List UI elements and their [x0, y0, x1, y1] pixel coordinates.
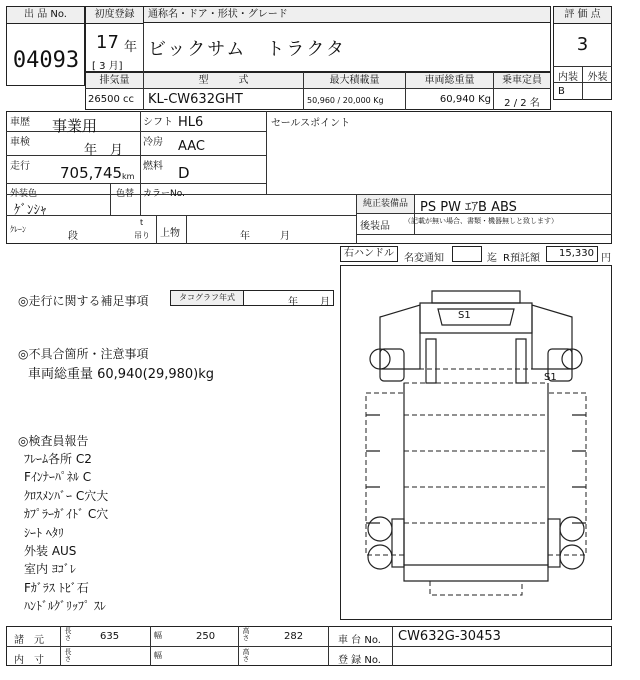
first-reg-month: [ 3 月]: [92, 61, 123, 72]
model-label: 型 式: [144, 73, 303, 88]
name-change-label: 名変通知: [404, 253, 444, 264]
fuel-label: 燃料: [143, 161, 163, 172]
crane-split: [156, 215, 157, 244]
aftermarket-label: 後装品: [360, 221, 390, 232]
yen-label: 円: [601, 253, 611, 264]
interior-grade: B: [558, 86, 565, 97]
wheel-circle-rl2: [368, 545, 392, 569]
length-label-inner: 長さ: [64, 648, 72, 662]
chassis-outline: [404, 383, 548, 565]
inspector-line: ｶﾌﾟﾗｰｶﾞｲﾄﾞ C穴: [24, 507, 109, 522]
lot-number: 04093: [12, 48, 80, 73]
footer-col-2: [150, 626, 151, 666]
side-panel-right: [548, 393, 586, 555]
rear-axle-left: [392, 519, 404, 567]
cab-side-right: [532, 305, 572, 369]
exterior-color-label: 外装色: [10, 189, 38, 199]
footer-col-1: [60, 626, 61, 666]
inspection-label: 車検: [10, 137, 30, 148]
shift-value: HL6: [178, 115, 204, 130]
equipment-label: 純正装備品: [357, 195, 414, 213]
mileage-value: 705,745: [60, 164, 123, 182]
color-change-label: 色替: [116, 189, 135, 199]
wheel-circle-rl1: [368, 517, 392, 541]
crane-lift: 吊り: [134, 231, 150, 240]
capacity-label: 乗車定員: [494, 73, 550, 88]
details-row-2: [6, 155, 266, 156]
wheel-circle-rr1: [560, 517, 584, 541]
defects-text: 車両総重量 60,940(29,980)kg: [28, 367, 215, 382]
defects-title: ◎不具合箇所・注意事項: [18, 347, 149, 361]
crane-year: 年: [240, 231, 250, 242]
inspector-line: Fｲﾝﾅｰﾊﾟﾈﾙ C: [24, 470, 92, 485]
inspector-line: ﾌﾚｰﾑ各所 C2: [24, 452, 92, 466]
aftermarket-note: （記載が無い場合、書類・機器無しと致します）: [404, 217, 558, 225]
right-hand-box: [340, 246, 398, 262]
crane-top-split: [186, 215, 187, 244]
length-label: 長さ: [64, 627, 72, 641]
inspector-line: ｼｰﾄ ﾍﾀﾘ: [24, 525, 64, 540]
rear-bumper: [404, 565, 548, 581]
mirror-right: [516, 339, 526, 383]
rating-value: 3: [576, 34, 589, 55]
footer-col-5: [392, 626, 393, 666]
height-label-inner: 高さ: [242, 648, 250, 662]
cab-inner-window: [438, 309, 514, 325]
r-deposit-box: [546, 246, 598, 262]
equipment-label-split: [414, 194, 415, 234]
mileage-label: 走行: [10, 161, 30, 172]
rear-cross: [430, 581, 522, 595]
max-load-label: 最大積載量: [304, 73, 405, 88]
aircon-value: AAC: [178, 139, 205, 154]
gross-weight-value: 60,940 Kg: [439, 94, 491, 105]
mirror-left: [426, 339, 436, 383]
cab-top-outline: [420, 303, 532, 333]
displacement-value: 26500 cc: [88, 94, 134, 105]
inspector-line: ﾊﾝﾄﾞﾙｸﾞﾘｯﾌﾟ ｽﾚ: [24, 599, 106, 614]
footer-col-3: [238, 626, 239, 666]
deadline-label: 迄: [487, 253, 497, 264]
length-value: 635: [100, 631, 120, 642]
rating-grade-divider: [553, 82, 612, 83]
driving-title: ◎走行に関する補足事項: [18, 294, 149, 308]
exterior-label: 外装: [587, 72, 608, 83]
inspector-line: ｸﾛｽﾒﾝﾊﾞｰ C穴大: [24, 488, 109, 503]
displacement-label: 排気量: [86, 73, 143, 88]
height-label: 高さ: [242, 627, 250, 641]
crane-ton: t: [140, 218, 144, 227]
max-load-value: 50,960 / 20,000 Kg: [307, 96, 384, 105]
crane-stage: 段: [68, 231, 78, 242]
year-unit: 年: [124, 40, 138, 55]
gross-weight-label: 車両総重量: [406, 73, 493, 88]
first-reg-divider: [143, 23, 144, 72]
mileage-unit: km: [122, 172, 135, 181]
tachograph-year: 年: [288, 297, 298, 308]
crane-label: ｸﾚｰﾝ: [10, 225, 26, 234]
side-break-left: [366, 415, 380, 523]
crane-top-label: 上物: [160, 228, 180, 239]
side-break-right: [572, 415, 586, 523]
width-label: 幅: [154, 631, 162, 640]
car-name: ビックサム トラクタ: [148, 39, 347, 60]
details-mid-split: [140, 111, 141, 215]
inner-label: 内 寸: [14, 655, 44, 666]
footer-divider: [6, 646, 612, 647]
cab-front: [420, 333, 532, 369]
color-no-label: カラーNo.: [143, 189, 185, 199]
color-change-split: [110, 183, 111, 215]
inspector-line: 外装 AUS: [24, 544, 77, 558]
grade-label: 通称名・ドア・形状・グレード: [144, 7, 550, 23]
r-deposit-label: R預託額: [503, 253, 540, 264]
r-deposit-value: 15,330: [559, 248, 594, 259]
exterior-color-value: ｹﾞﾝｼｬ: [14, 203, 47, 218]
name-change-box: [452, 246, 482, 262]
footer-col-4: [328, 626, 329, 666]
rating-subdivider: [582, 66, 583, 100]
height-value: 282: [284, 631, 304, 642]
cab-side-left: [380, 305, 420, 369]
details-split: [266, 111, 267, 194]
dims-label: 諸 元: [14, 635, 44, 646]
inspection-value: 年 月: [84, 143, 124, 158]
interior-label: 内装: [558, 72, 578, 83]
aircon-label: 冷房: [143, 137, 163, 148]
details-row-5: [6, 215, 356, 216]
first-reg-label: 初度登録: [86, 7, 144, 24]
first-reg-year: 17: [96, 32, 119, 53]
selling-points-label: セールスポイント: [271, 118, 351, 129]
fuel-value: D: [178, 164, 190, 182]
details-row-1: [6, 131, 266, 132]
spec-divider: [85, 88, 551, 89]
inspector-line: 室内 ﾖｺﾞﾚ: [24, 562, 76, 577]
rating-label: 評 価 点: [554, 7, 611, 24]
tachograph-month: 月: [320, 297, 330, 308]
side-panel-left: [366, 393, 404, 555]
shift-label: シフト: [143, 117, 173, 128]
history-label: 車歴: [10, 117, 30, 128]
inspector-title: ◎検査員報告: [18, 434, 89, 448]
width-value: 250: [196, 631, 216, 642]
details-row-4: [6, 194, 612, 195]
damage-mark-cab: S1: [458, 310, 471, 321]
tachograph-label: タコグラフ年式: [171, 291, 244, 305]
right-hand-label: 右ハンドル: [344, 248, 394, 259]
lot-label: 出 品 No.: [7, 7, 84, 24]
aftermarket-row: [356, 234, 612, 235]
chassis-label: 車 台 No.: [338, 635, 381, 646]
wheel-circle-rr2: [560, 545, 584, 569]
cab-roof-outline: [432, 291, 520, 303]
capacity-value: 2 / 2 名: [504, 98, 540, 109]
chassis-value: CW632G-30453: [398, 629, 501, 644]
truck-diagram: [340, 265, 612, 620]
inspector-line: Fｶﾞﾗｽ ﾄﾋﾞ石: [24, 580, 89, 595]
crane-month: 月: [280, 231, 290, 242]
damage-mark-side: S1: [544, 372, 557, 383]
width-label-inner: 幅: [154, 651, 162, 660]
registration-label: 登 録 No.: [338, 655, 381, 666]
history-value: 事業用: [52, 117, 98, 135]
details-row-3: [6, 183, 266, 184]
model-value: KL-CW632GHT: [148, 92, 243, 107]
rear-axle-right: [548, 519, 560, 567]
equipment-value: PS PW ｴｱB ABS: [420, 200, 517, 215]
front-wheel-left-top: [380, 349, 404, 381]
